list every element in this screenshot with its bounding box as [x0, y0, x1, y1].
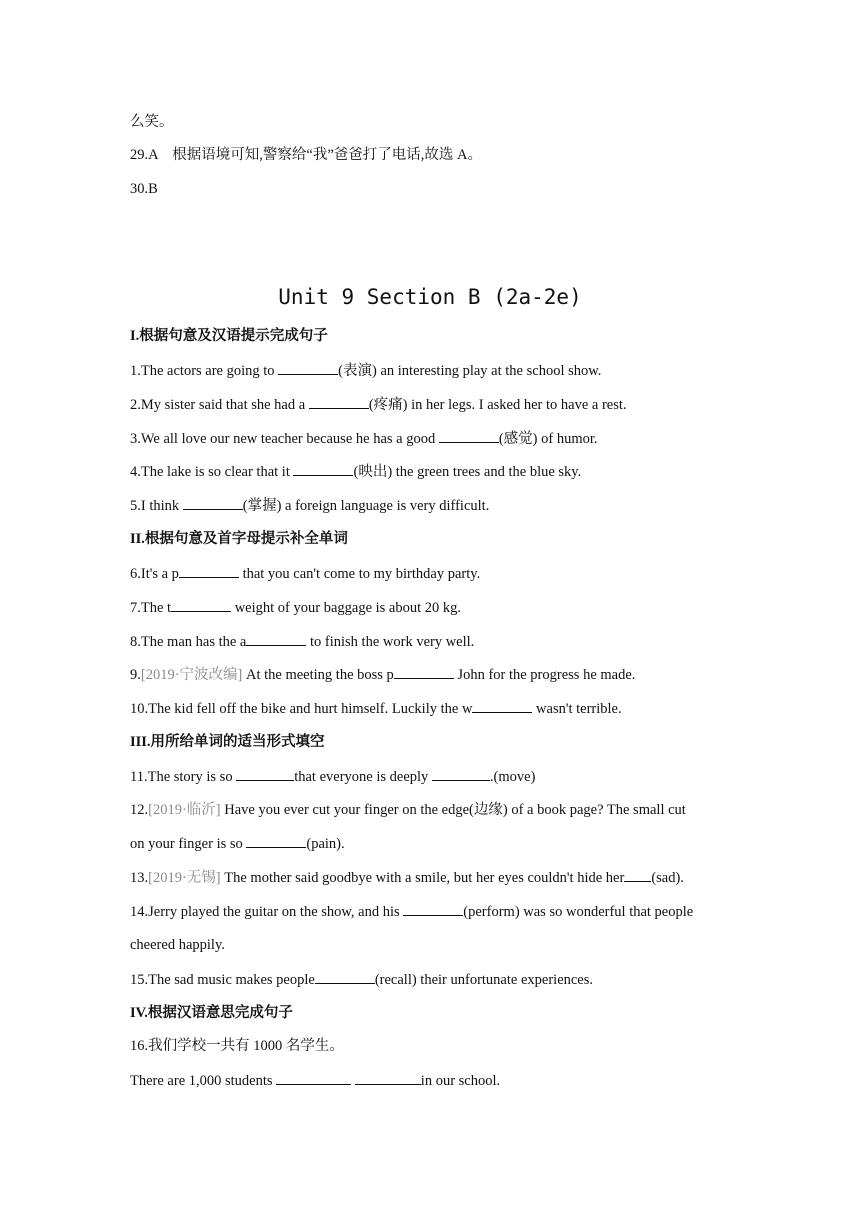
question-9: 9.[2019·宁波改编] At the meeting the boss p John for the progress he made. [130, 664, 740, 685]
question-4: 4.The lake is so clear that it (映出) the green trees and the blue sky. [130, 461, 740, 482]
answer-30: 30.B [130, 181, 158, 197]
answer-blank[interactable] [276, 1070, 351, 1085]
answer-blank[interactable] [183, 495, 243, 510]
question-7: 7.The t weight of your baggage is about 20 kg. [130, 597, 740, 618]
source-tag: [2019·无锡] [148, 870, 221, 886]
answer-blank[interactable] [394, 664, 454, 679]
question-11: 11.The story is so that everyone is deeply .(move) [130, 766, 740, 787]
answer-blank[interactable] [179, 563, 239, 578]
question-13: 13.[2019·无锡] The mother said goodbye with a smile, but her eyes couldn't hide her (sad). [130, 867, 740, 888]
question-16: There are 1,000 students in our school. [130, 1070, 740, 1091]
section-heading-3: III.用所给单词的适当形式填空 [130, 734, 325, 750]
section-heading-2: II.根据句意及首字母提示补全单词 [130, 531, 348, 547]
answer-blank[interactable] [171, 597, 231, 612]
answer-blank[interactable] [439, 428, 499, 443]
question-12: 12.[2019·临沂] Have you ever cut your finger on the edge(边缘) of a book page? The small cut [130, 802, 686, 818]
section-heading-1: I.根据句意及汉语提示完成句子 [130, 328, 328, 344]
answer-blank[interactable] [624, 867, 651, 882]
question-14-continued: cheered happily. [130, 937, 225, 953]
answer-blank[interactable] [236, 766, 294, 781]
answer-blank[interactable] [315, 969, 375, 984]
answer-blank[interactable] [355, 1070, 421, 1085]
question-14: 14.Jerry played the guitar on the show, and his (perform) was so wonderful that people [130, 901, 740, 922]
answer-blank[interactable] [432, 766, 490, 781]
question-15: 15.The sad music makes people (recall) their unfortunate experiences. [130, 969, 740, 990]
question-5: 5.I think (掌握) a foreign language is very difficult. [130, 495, 740, 516]
answer-blank[interactable] [246, 833, 306, 848]
question-12-continued: on your finger is so (pain). [130, 833, 740, 854]
question-1: 1.The actors are going to (表演) an interesting play at the school show. [130, 360, 740, 381]
question-3: 3.We all love our new teacher because he has a good (感觉) of humor. [130, 428, 740, 449]
answer-blank[interactable] [293, 461, 353, 476]
answer-29: 29.A 根据语境可知,警察给“我”爸爸打了电话,故选 A。 [130, 147, 483, 163]
answer-blank[interactable] [309, 394, 369, 409]
answer-carry-line: 么笑。 [130, 114, 174, 130]
source-tag: [2019·宁波改编] [140, 667, 243, 683]
answer-blank[interactable] [472, 698, 532, 713]
question-2: 2.My sister said that she had a (疼痛) in her legs. I asked her to have a rest. [130, 394, 740, 415]
answer-blank[interactable] [246, 631, 306, 646]
question-8: 8.The man has the a to finish the work very well. [130, 631, 740, 652]
answer-blank[interactable] [278, 360, 338, 375]
source-tag: [2019·临沂] [148, 802, 221, 818]
question-16-chinese: 16.我们学校一共有 1000 名学生。 [130, 1038, 344, 1054]
unit-title: Unit 9 Section B (2a-2e) [278, 285, 582, 309]
answer-blank[interactable] [403, 901, 463, 916]
question-6: 6.It's a p that you can't come to my birthday party. [130, 563, 740, 584]
section-heading-4: IV.根据汉语意思完成句子 [130, 1005, 293, 1021]
question-10: 10.The kid fell off the bike and hurt himself. Luckily the w wasn't terrible. [130, 698, 740, 719]
